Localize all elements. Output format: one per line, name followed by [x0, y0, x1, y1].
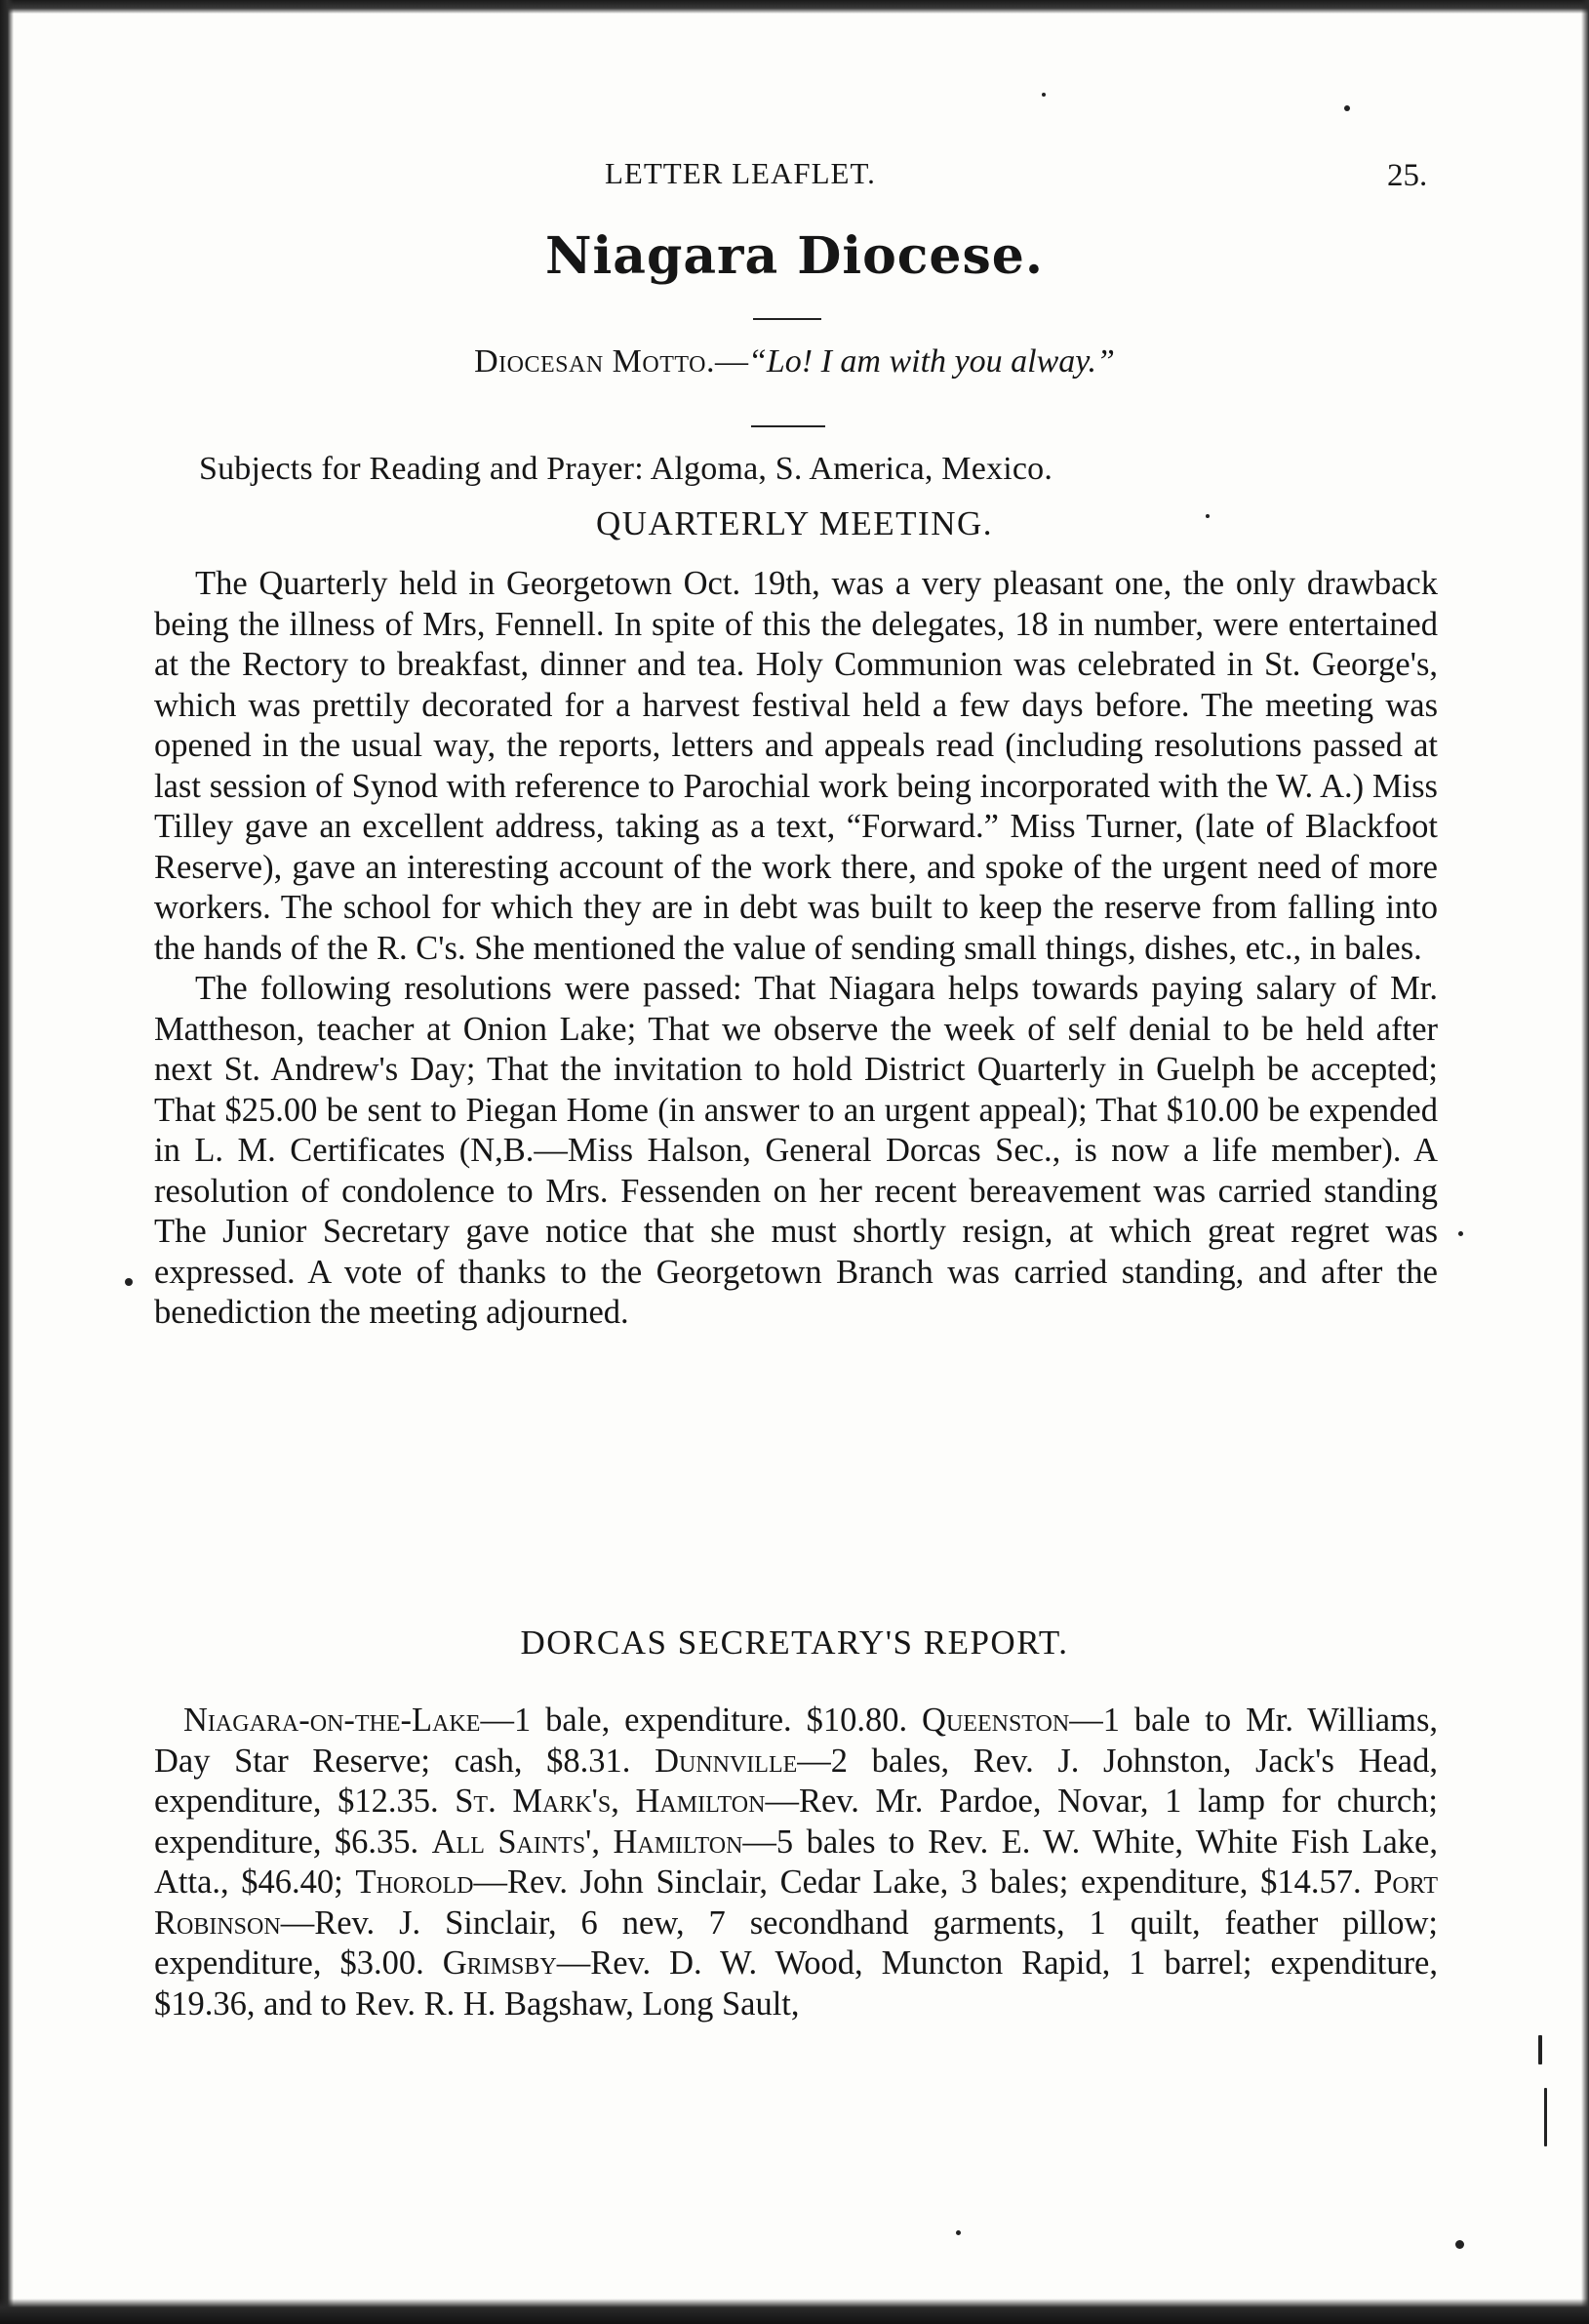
page-title: Niagara Diocese. — [545, 226, 1044, 286]
report-place: St. Mark's, Hamilton — [455, 1783, 766, 1820]
paragraph: The following resolutions were passed: That Niagara helps towards paying salary of Mr. Mattheson, teacher at Onion Lake; That we observe the week of self denial to be held after next St. Andrew's Day; That the invitation to hold District Quarterly in Guelph be accepted; That $25.00 be sent to Piegan Home (in answer to an urgent appeal); That $10.00 be expended in L. M. Certificates (N,B.—Miss Halson, General Dorcas Sec., is now a life member). A resolution of condolence to Mrs. Fessenden on her recent bereavement was carried standing The Junior Secretary gave notice that she must shortly resign, at which great regret was expressed. A vote of thanks to the Georgetown Branch was carried standing, and after the benediction the meeting adjourned. — [154, 970, 1438, 1331]
scan-border-bottom — [0, 2299, 1589, 2324]
running-title: LETTER LEAFLET. — [605, 156, 876, 190]
motto-dash: — — [714, 343, 748, 380]
section-heading-quarterly-meeting: QUARTERLY MEETING. — [596, 504, 993, 542]
report-text: —Rev. J. Sinclair, 6 new, 7 secondhand garments, 1 quilt, feather pillow; expenditure, $3.00. — [154, 1903, 1438, 1982]
report-place: Thorold — [355, 1863, 474, 1901]
report-place: Dunnville — [655, 1742, 798, 1780]
motto-quote: “Lo! I am with you alway.” — [747, 343, 1115, 380]
report-text: —5 bales to Rev. E. W. White, White Fish Lake, Atta., $46.40; — [154, 1823, 1438, 1901]
report-text: —Rev. D. W. Wood, Muncton Rapid, 1 barrel; expenditure, $19.36, and to Rev. R. H. Bagshaw, Long Sault, — [154, 1944, 1438, 2023]
divider — [751, 425, 825, 427]
report-text: —2 bales, Rev. J. Johnston, Jack's Head, expenditure, $12.35. — [154, 1742, 1438, 1820]
diocesan-motto — [0, 343, 1589, 381]
report-place: All Saints', Hamilton — [431, 1823, 743, 1861]
report-text: —1 bale to Mr. Williams, Day Star Reserve; cash, $8.31. — [154, 1702, 1439, 1780]
report-place: Port Robinson — [154, 1863, 1438, 1942]
dorcas-report-body — [154, 1701, 1438, 2024]
report-place: Queenston — [922, 1702, 1070, 1739]
report-place: Niagara-on-the-Lake — [183, 1702, 481, 1739]
report-text: —Rev. John Sinclair, Cedar Lake, 3 bales; expenditure, $14.57. — [473, 1863, 1374, 1901]
running-head — [0, 156, 1589, 195]
quarterly-meeting-body — [154, 564, 1438, 1334]
page-number: 25. — [1387, 158, 1428, 193]
paragraph — [154, 1701, 1438, 2024]
section-heading-dorcas-report: DORCAS SECRETARY'S REPORT. — [520, 1623, 1069, 1662]
paragraph: The Quarterly held in Georgetown Oct. 19th, was a very pleasant one, the only drawback being the illness of Mrs, Fennell. In spite of this the delegates, 18 in number, were entertained at the Rectory to breakfast, dinner and tea. Holy Communion was celebrated in St. George's, which was prettily decorated for a harvest festival held a few days before. The meeting was opened in the usual way, the reports, letters and appeals read (including resolutions passed at last session of Synod with reference to Parochial work being incorporated with the W. A.) Miss Tilley gave an excellent address, taking as a text, “Forward.” Miss Turner, (late of Blackfoot Reserve), gave an interesting account of the work there, and spoke of the urgent need of more workers. The school for which they are in debt was built to keep the reserve from falling into the hands of the R. C's. She mentioned the value of sending small things, dishes, etc., in bales. — [154, 565, 1438, 967]
motto-label: Diocesan Motto. — [474, 343, 715, 380]
report-place: Grimsby — [442, 1944, 557, 1982]
divider — [753, 318, 821, 320]
report-text: —1 bale, expenditure. $10.80. — [480, 1702, 923, 1739]
report-text: —Rev. Mr. Pardoe, Novar, 1 lamp for church; expenditure, $6.35. — [154, 1783, 1438, 1861]
scan-border-top — [0, 0, 1589, 14]
subjects-line: Subjects for Reading and Prayer: Algoma, S. America, Mexico. — [199, 451, 1053, 487]
